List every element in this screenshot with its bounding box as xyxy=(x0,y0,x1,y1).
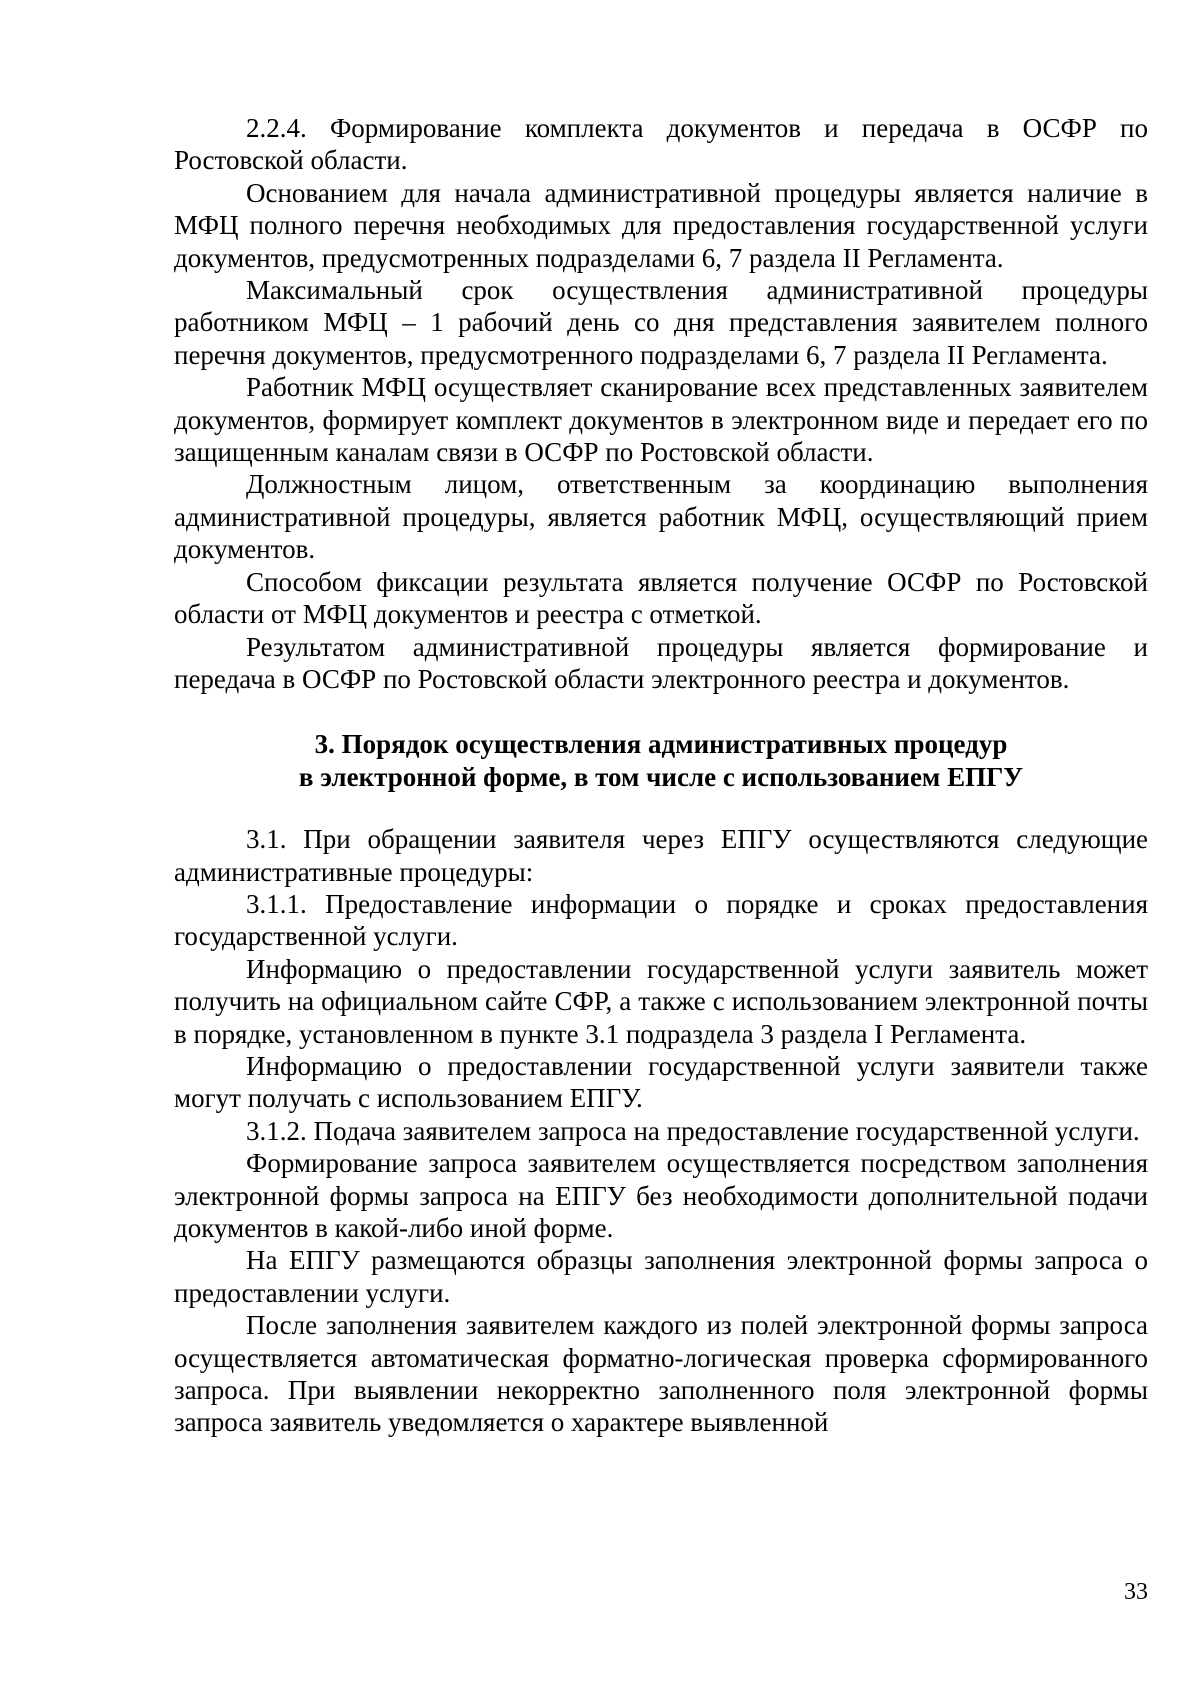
page-number: 33 xyxy=(1124,1579,1148,1605)
paragraph: После заполнения заявителем каждого из полей электронной формы запроса осуществляется автоматическая форматно-логическая проверка сформированного запроса. При выявлении некорректно заполненного поля электронной формы запроса заявитель уведомляется о характере выявленной xyxy=(174,1310,1148,1438)
paragraph: 3.1.2. Подача заявителем запроса на предоставление государственной услуги. xyxy=(246,1115,1140,1146)
paragraph: Результатом административной процедуры является формирование и передача в ОСФР по Ростовской области электронного реестра и документов. xyxy=(174,631,1148,694)
paragraph: Способом фиксации результата является получение ОСФР по Ростовской области от МФЦ документов и реестра с отметкой. xyxy=(174,566,1148,630)
paragraph: Формирование запроса заявителем осуществляется посредством заполнения электронной формы запроса на ЕПГУ без необходимости дополнительной подачи документов в какой-либо иной форме. xyxy=(174,1148,1148,1243)
paragraph: На ЕПГУ размещаются образцы заполнения электронной формы запроса о предоставлении услуги. xyxy=(174,1245,1148,1308)
section-heading-line-1: 3. Порядок осуществления административных процедур xyxy=(314,729,1008,760)
paragraph: 3.1.1. Предоставление информации о порядке и сроках предоставления государственной услуги. xyxy=(174,888,1148,952)
paragraph: Должностным лицом, ответственным за координацию выполнения административной процедуры, является работник МФЦ, осуществляющий прием документов. xyxy=(174,469,1148,565)
paragraph: Основанием для начала административной процедуры является наличие в МФЦ полного перечня необходимых для предоставления государственной услуги документов, предусмотренных подразделами 6, 7 раздела II Регламента. xyxy=(174,177,1148,273)
paragraph: Информацию о предоставлении государственной услуги заявители также могут получать с использованием ЕПГУ. xyxy=(174,1050,1148,1114)
paragraph: Информацию о предоставлении государственной услуги заявитель может получить на официальном сайте СФР, а также с использованием электронной почты в порядке, установленном в пункте 3.1 подраздела 3 раздела I Регламента. xyxy=(174,953,1148,1049)
section-heading-line-2: в электронной форме, в том числе с использованием ЕПГУ xyxy=(298,761,1024,792)
section-heading xyxy=(174,728,1148,793)
paragraph: Работник МФЦ осуществляет сканирование всех представленных заявителем документов, формирует комплект документов в электронном виде и передает его по защищенным каналам связи в ОСФР по Ростовской области. xyxy=(174,372,1148,468)
paragraph: 3.1. При обращении заявителя через ЕПГУ осуществляются следующие административные процедуры: xyxy=(174,824,1148,887)
paragraph: Максимальный срок осуществления административной процедуры работником МФЦ – 1 рабочий день со дня представления заявителем полного перечня документов, предусмотренного подразделами 6, 7 раздела II Регламента. xyxy=(174,275,1148,370)
paragraph: 2.2.4. Формирование комплекта документов и передача в ОСФР по Ростовской области. xyxy=(174,113,1148,176)
document-body xyxy=(174,112,1148,1439)
